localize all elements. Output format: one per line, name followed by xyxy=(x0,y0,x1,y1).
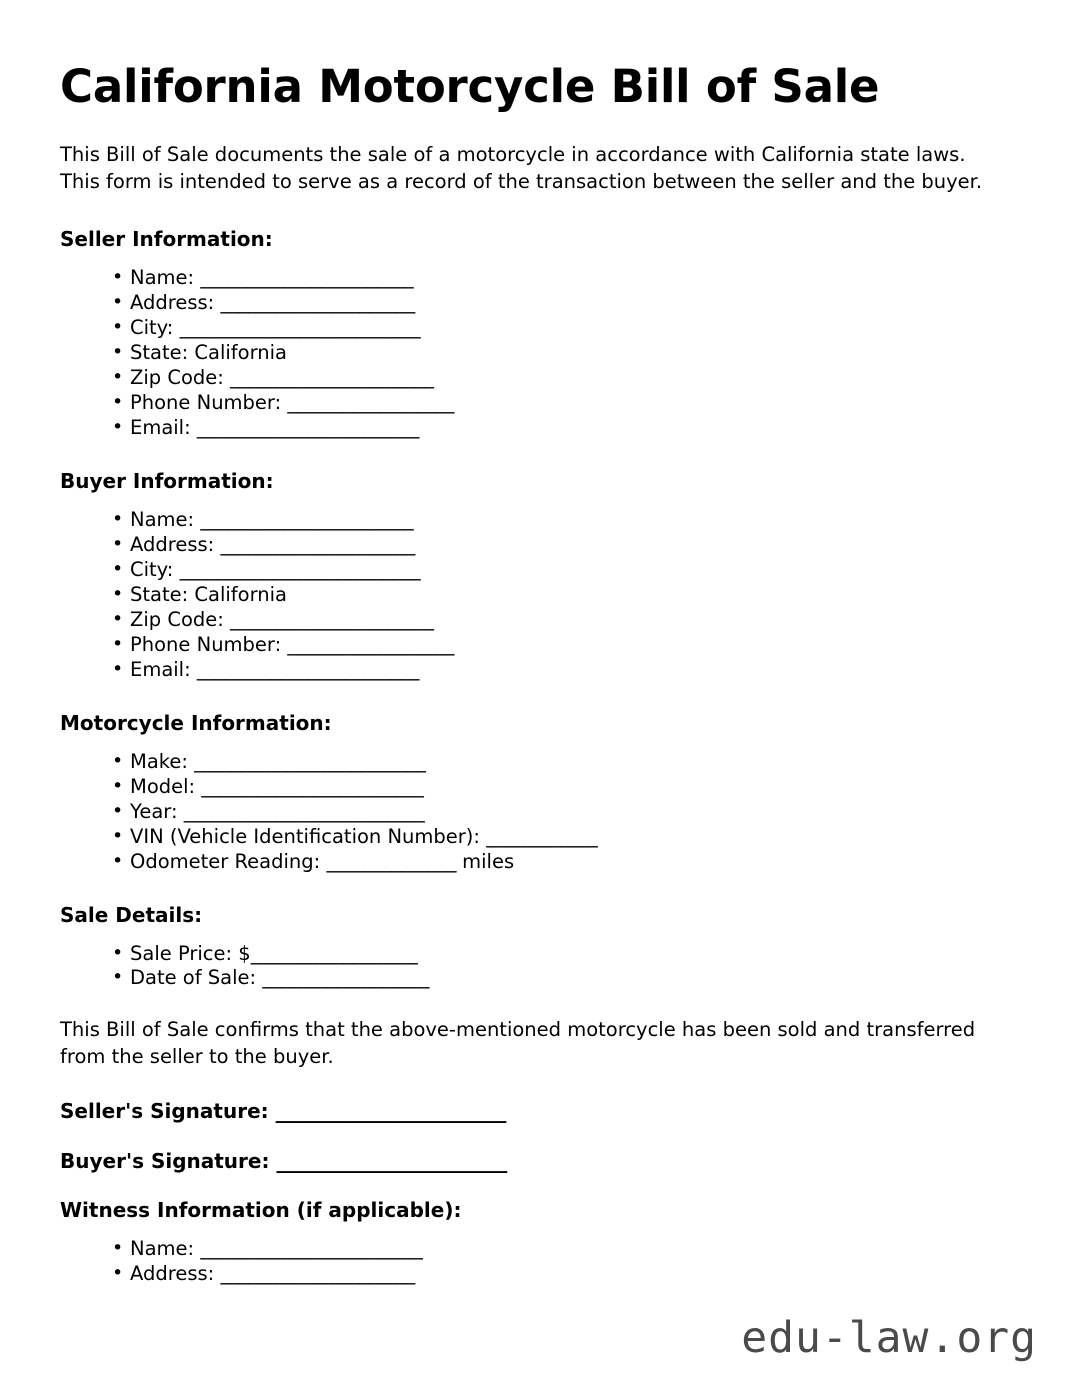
list-item xyxy=(112,825,1015,850)
list-item xyxy=(112,942,1015,967)
field-label: Address: xyxy=(130,291,221,315)
list-item xyxy=(112,366,1015,391)
list-item xyxy=(112,508,1015,533)
witness-field-list xyxy=(60,1237,1015,1287)
list-item xyxy=(112,316,1015,341)
field-blank[interactable]: __________________ xyxy=(287,632,454,656)
signature-label: Seller's Signature: xyxy=(60,1099,276,1124)
field-blank[interactable]: _____________________ xyxy=(220,533,415,557)
field-suffix: miles xyxy=(455,849,515,873)
field-blank[interactable]: __________________________ xyxy=(179,316,421,340)
field-label: State: California xyxy=(130,582,287,606)
list-item xyxy=(112,1237,1015,1262)
field-label: Year: xyxy=(130,799,184,823)
field-label: Make: xyxy=(130,749,195,773)
field-label: Date of Sale: xyxy=(130,966,263,990)
signature-blank[interactable]: ________________________ xyxy=(275,1099,507,1124)
field-label: Address: xyxy=(130,1262,221,1286)
field-label: Name: xyxy=(130,266,201,290)
field-blank[interactable]: __________________ xyxy=(262,966,429,990)
list-item xyxy=(112,966,1015,991)
field-blank[interactable]: ______________________ xyxy=(230,607,434,631)
field-label: Name: xyxy=(130,508,201,532)
field-label: Email: xyxy=(130,416,197,440)
list-item xyxy=(112,1262,1015,1287)
list-item xyxy=(112,775,1015,800)
motorcycle-information-heading: Motorcycle Information: xyxy=(60,710,332,735)
field-blank[interactable]: ______________ xyxy=(326,849,456,873)
field-label: Sale Price: $ xyxy=(130,941,251,965)
field-blank[interactable]: __________________________ xyxy=(183,799,425,823)
field-label: State: California xyxy=(130,341,287,365)
field-blank[interactable]: ________________________ xyxy=(201,774,424,798)
field-blank[interactable]: ________________________ xyxy=(200,1237,423,1261)
list-item xyxy=(112,608,1015,633)
field-label: Name: xyxy=(130,1237,201,1261)
field-label: City: xyxy=(130,316,180,340)
field-label: Model: xyxy=(130,774,202,798)
list-item xyxy=(112,583,1015,608)
field-blank[interactable]: _________________________ xyxy=(194,749,426,773)
sale-details-heading: Sale Details: xyxy=(60,902,203,927)
field-label: VIN (Vehicle Identification Number): xyxy=(130,824,487,848)
page-title: California Motorcycle Bill of Sale xyxy=(60,60,880,113)
closing-paragraph: This Bill of Sale confirms that the above-mentioned motorcycle has been sold and transferred from the seller to the buyer. xyxy=(60,1018,976,1068)
field-blank[interactable]: _______________________ xyxy=(200,508,414,532)
signature-block xyxy=(60,1098,1015,1174)
list-item xyxy=(112,533,1015,558)
list-item xyxy=(112,266,1015,291)
field-blank[interactable]: _______________________ xyxy=(200,266,414,290)
seller-information-heading: Seller Information: xyxy=(60,227,273,252)
list-item xyxy=(112,800,1015,825)
list-item xyxy=(112,291,1015,316)
buyer-information-heading: Buyer Information: xyxy=(60,469,274,494)
field-blank[interactable]: __________________ xyxy=(250,941,418,965)
list-item xyxy=(112,391,1015,416)
list-item xyxy=(112,558,1015,583)
field-label: Email: xyxy=(130,657,197,681)
list-item xyxy=(112,750,1015,775)
list-item xyxy=(112,658,1015,683)
buyer-field-list xyxy=(60,508,1015,683)
field-blank[interactable]: ________________________ xyxy=(196,416,419,440)
field-label: Odometer Reading: xyxy=(130,849,327,873)
intro-paragraph: This Bill of Sale documents the sale of a motorcycle in accordance with California state laws. This form is intended to serve as a record of the transaction between the seller and the buyer. xyxy=(60,143,983,193)
field-blank[interactable]: ________________________ xyxy=(196,657,419,681)
list-item xyxy=(112,341,1015,366)
seller-field-list xyxy=(60,266,1015,441)
signature-label: Buyer's Signature: xyxy=(60,1149,277,1174)
field-blank[interactable]: __________________________ xyxy=(179,558,421,581)
field-label: Phone Number: xyxy=(130,391,288,415)
field-blank[interactable]: _____________________ xyxy=(220,1262,415,1286)
field-label: Address: xyxy=(130,533,221,557)
site-watermark: edu-law.org xyxy=(741,1313,1037,1363)
list-item xyxy=(112,850,1015,875)
field-label: Zip Code: xyxy=(130,607,231,631)
witness-information-heading: Witness Information (if applicable): xyxy=(60,1198,462,1223)
field-label: City: xyxy=(130,558,180,581)
field-blank[interactable]: ____________ xyxy=(486,824,598,848)
list-item xyxy=(112,416,1015,441)
field-label: Phone Number: xyxy=(130,632,288,656)
seller-signature-line xyxy=(60,1098,1015,1124)
buyer-signature-line xyxy=(60,1148,1015,1174)
field-blank[interactable]: __________________ xyxy=(287,391,454,415)
motorcycle-field-list xyxy=(60,750,1015,875)
field-blank[interactable]: _____________________ xyxy=(220,291,415,315)
field-label: Zip Code: xyxy=(130,366,231,390)
field-blank[interactable]: ______________________ xyxy=(230,366,434,390)
list-item xyxy=(112,633,1015,658)
sale-field-list xyxy=(60,942,1015,992)
signature-blank[interactable]: ________________________ xyxy=(276,1149,507,1174)
